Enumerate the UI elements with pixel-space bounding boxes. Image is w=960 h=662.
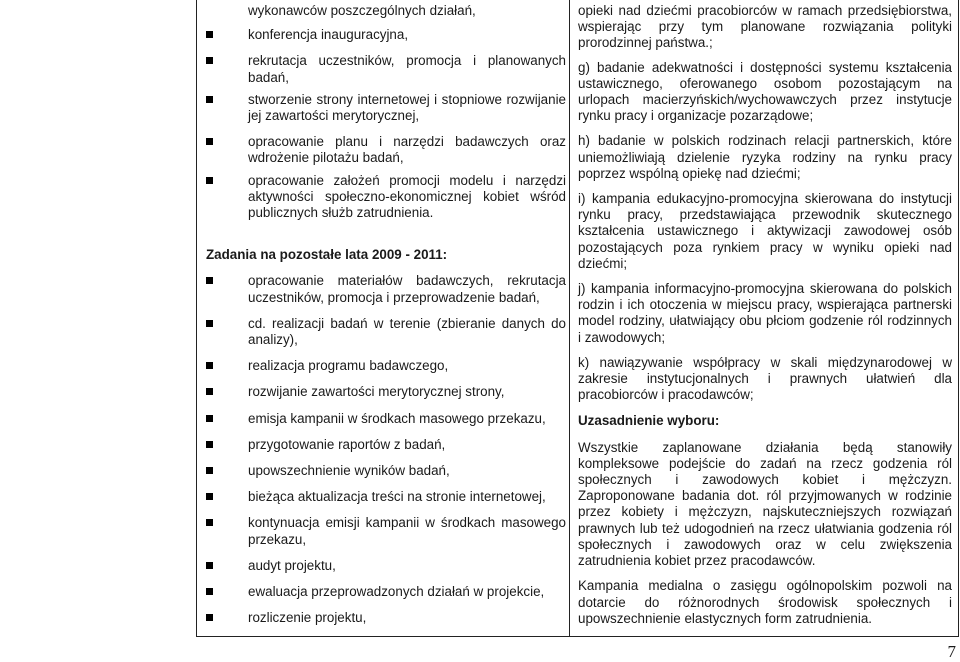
bullet-icon	[206, 177, 213, 184]
bullet-icon	[206, 277, 213, 284]
list-item: rozwijanie zawartości merytorycznej strony,	[206, 384, 566, 400]
list-item: stworzenie strony internetowej i stopniowe rozwijanie jej zawartości merytorycznej,	[206, 92, 566, 124]
bullet-icon	[206, 415, 213, 422]
bullet-icon	[206, 388, 213, 395]
list-item: kontynuacja emisji kampanii w środkach masowego przekazu,	[206, 515, 566, 547]
bullet-icon	[206, 562, 213, 569]
paragraph: Wszystkie zaplanowane działania będą stanowiły kompleksowe podejście do zadań na rzecz godzenia ról społecznych i zawodowych kobiet i mężczyzn. Zaproponowane badania dot. ról przyjmowanych w rodzinie przez kobiety i mężczyzn, najskuteczniejszych rozwiązań prawnych lub też udogodnień na rzecz ułatwiania godzenia ról społecznych i zawodowych oraz w celu zwiększenia zatrudnienia kobiet przez pracodawców.	[578, 439, 952, 569]
table-left-border	[196, 0, 197, 637]
bullet-icon	[206, 57, 213, 64]
bullet-icon	[206, 588, 213, 595]
table-middle-border	[569, 0, 570, 637]
bullet-icon	[206, 362, 213, 369]
list-item: opracowanie planu i narzędzi badawczych oraz wdrożenie pilotażu badań,	[206, 134, 566, 166]
list-item: audyt projektu,	[206, 558, 566, 574]
section-heading: Zadania na pozostałe lata 2009 - 2011:	[206, 247, 448, 263]
list-item: bieżąca aktualizacja treści na stronie internetowej,	[206, 489, 566, 505]
list-item: rekrutacja uczestników, promocja i planowanych badań,	[206, 53, 566, 85]
bullet-icon	[206, 320, 213, 327]
bullet-icon	[206, 614, 213, 621]
list-item: ewaluacja przeprowadzonych działań w projekcie,	[206, 584, 566, 600]
paragraph: i) kampania edukacyjno-promocyjna skierowana do instytucji rynku pracy, przedstawiająca przewodnik skutecznego kształcenia ustawicznego i aktywizacji zawodowej osób pozostających poza rynkiem pracy w wyniku opieki nad dziećmi;	[578, 191, 952, 271]
list-item: konferencja inauguracyjna,	[206, 27, 566, 43]
section-heading: Uzasadnienie wyboru:	[578, 413, 720, 429]
list-item: realizacja programu badawczego,	[206, 358, 566, 374]
intro-text: wykonawców poszczególnych działań,	[248, 3, 476, 18]
list-item: przygotowanie raportów z badań,	[206, 437, 566, 453]
paragraph: k) nawiązywanie współpracy w skali międzynarodowej w zakresie instytucjonalnych i prawnych ułatwień dla pracobiorców i pracodawców;	[578, 354, 952, 403]
paragraph: j) kampania informacyjno-promocyjna skierowana do polskich rodzin i ich otoczenia w miejscu pracy, wspierająca partnerski model rodziny, ułatwiający obu płciom godzenie ról rodzinnych i zawodowych;	[578, 281, 952, 345]
paragraph: h) badanie w polskich rodzinach relacji partnerskich, które uniemożliwiają dzielenie ryzyka rodziny na rynku pracy poprzez wspólną opiekę nad dziećmi;	[578, 133, 952, 181]
bullet-icon	[206, 441, 213, 448]
page-number: 7	[947, 641, 956, 661]
bullet-icon	[206, 493, 213, 500]
table-right-border	[958, 0, 959, 637]
list-item: cd. realizacji badań w terenie (zbieranie danych do analizy),	[206, 316, 566, 348]
bullet-icon	[206, 519, 213, 526]
paragraph: opieki nad dziećmi pracobiorców w ramach przedsiębiorstwa, wspierając przy tym planowane rozwiązania polityki prorodzinnej państwa.;	[578, 3, 952, 51]
right-column	[578, 3, 952, 627]
bullet-icon	[206, 138, 213, 145]
list-item: opracowanie założeń promocji modelu i narzędzi aktywności społeczno-ekonomicznej kobiet wśród publicznych służb zatrudnienia.	[206, 173, 566, 222]
left-column	[206, 3, 566, 626]
paragraph: g) badanie adekwatności i dostępności systemu kształcenia ustawicznego, oferowanego osobom pozostającym na urlopach macierzyńskich/wychowawczych przez instytucje rynku pracy i organizacje pozarządowe;	[578, 59, 952, 124]
bullet-icon	[206, 467, 213, 474]
list-item: opracowanie materiałów badawczych, rekrutacja uczestników, promocja i przeprowadzenie badań,	[206, 273, 566, 305]
table-bottom-border	[196, 636, 959, 637]
bullet-icon	[206, 31, 213, 38]
bullet-icon	[206, 96, 213, 103]
list-item: emisja kampanii w środkach masowego przekazu,	[206, 411, 566, 427]
list-item: upowszechnienie wyników badań,	[206, 463, 566, 479]
list-item: rozliczenie projektu,	[206, 610, 566, 626]
paragraph: Kampania medialna o zasięgu ogólnopolskim pozwoli na dotarcie do różnorodnych środowisk społecznych i upowszechnienie elastycznych form zatrudnienia.	[578, 578, 952, 626]
